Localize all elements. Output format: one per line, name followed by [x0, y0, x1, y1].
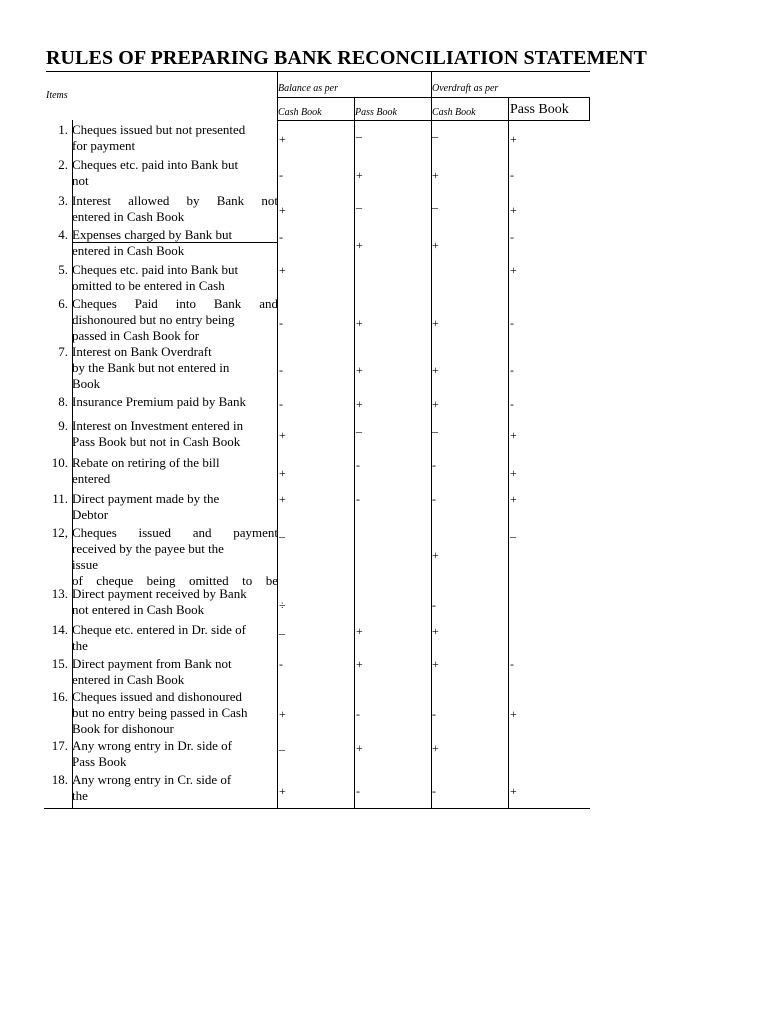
row-description: [72, 586, 278, 618]
description-line: Cheque etc. entered in Dr. side of: [72, 622, 246, 637]
od-cash-book-header: Cash Book: [432, 107, 476, 118]
description-line: received by the payee but the: [72, 541, 224, 556]
row-description: [72, 193, 278, 225]
col-pass-book-border: [354, 97, 355, 808]
row-sign-ocb: _: [432, 125, 438, 139]
row-number: 15.: [51, 656, 68, 671]
row-description: [72, 772, 278, 804]
row-sign-pb: -: [356, 707, 360, 721]
description-line: Cheques issued and payment: [72, 525, 278, 540]
row-number: 2.: [58, 157, 68, 172]
row-sign-ocb: _: [432, 420, 438, 434]
description-line: of cheque being omitted to be: [72, 573, 278, 588]
description-line: Direct payment from Bank not: [72, 656, 232, 671]
description-line: Book: [72, 376, 101, 391]
row-number: 14.: [51, 622, 68, 637]
description-line: Any wrong entry in Cr. side of: [72, 772, 232, 787]
row-sign-opb: +: [510, 707, 517, 721]
row-number: 6.: [58, 296, 68, 311]
row-sign-ocb: +: [432, 548, 439, 562]
description-line: passed in Cash Book for: [72, 328, 200, 343]
description-line: Pass Book but not in Cash Book: [72, 434, 241, 449]
description-line: Rebate on retiring of the bill: [72, 455, 220, 470]
row-sign-pb: -: [356, 492, 360, 506]
subheader-line: [278, 97, 590, 98]
row-sign-ocb: +: [432, 363, 439, 377]
description-line: Interest allowed by Bank not: [72, 193, 278, 208]
description-line: Cheques issued but not presented: [72, 122, 246, 137]
items-header: Items: [46, 90, 68, 101]
row-description: [72, 394, 278, 410]
row-sign-cb: -: [279, 230, 283, 244]
row-sign-opb: +: [510, 466, 517, 480]
row-sign-opb: -: [510, 316, 514, 330]
row-sign-pb: +: [356, 397, 363, 411]
row-sign-cb: +: [279, 707, 286, 721]
row-description: [72, 227, 278, 259]
row-sign-ocb: +: [432, 238, 439, 252]
description-line: the: [72, 788, 88, 803]
row-sign-ocb: _: [432, 196, 438, 210]
row-sign-cb: +: [279, 466, 286, 480]
row-sign-cb: +: [279, 263, 286, 277]
row-number: 7.: [58, 344, 68, 359]
description-line: entered in Cash Book: [72, 243, 185, 258]
description-line: Cheques Paid into Bank and: [72, 296, 278, 311]
row-sign-ocb: -: [432, 784, 436, 798]
table-bottom-line: [44, 808, 590, 809]
row-sign-cb: _: [279, 525, 285, 539]
col-od-pass-book-border: [508, 97, 509, 808]
row-sign-cb: +: [279, 428, 286, 442]
row-sign-pb: +: [356, 657, 363, 671]
description-line: Interest on Bank Overdraft: [72, 344, 212, 359]
description-line: not: [72, 173, 89, 188]
row-sign-opb: +: [510, 132, 517, 146]
overdraft-as-per-header: Overdraft as per: [432, 83, 499, 94]
row-sign-cb: +: [279, 492, 286, 506]
row-sign-pb: +: [356, 741, 363, 755]
row-number: 16.: [51, 689, 68, 704]
row-description: [72, 262, 278, 294]
row-description: [72, 689, 278, 737]
description-line: Cheques issued and dishonoured: [72, 689, 243, 704]
balance-as-per-header: Balance as per: [278, 83, 338, 94]
row-sign-cb: +: [279, 132, 286, 146]
row-sign-ocb: -: [432, 458, 436, 472]
row-number: 1.: [58, 122, 68, 137]
row-number: 4.: [58, 227, 68, 242]
row-number: 12,: [51, 525, 68, 540]
row-sign-ocb: -: [432, 492, 436, 506]
row-sign-pb: +: [356, 316, 363, 330]
description-line: entered in Cash Book: [72, 209, 185, 224]
row-description: [72, 455, 278, 487]
row-sign-pb: _: [356, 196, 362, 210]
description-line: Cheques etc. paid into Bank but: [72, 157, 239, 172]
row-sign-pb: +: [356, 238, 363, 252]
row-sign-opb: +: [510, 263, 517, 277]
description-line: not entered in Cash Book: [72, 602, 205, 617]
row-sign-opb: -: [510, 657, 514, 671]
row-sign-opb: -: [510, 168, 514, 182]
header-bottom-line: [278, 120, 590, 121]
row-sign-cb: _: [279, 622, 285, 636]
description-line: Debtor: [72, 507, 109, 522]
row-sign-pb: +: [356, 168, 363, 182]
row-sign-cb: ÷: [279, 598, 286, 612]
description-line: dishonoured but no entry being: [72, 312, 235, 327]
row-number: 9.: [58, 418, 68, 433]
row-number: 3.: [58, 193, 68, 208]
row-sign-cb: -: [279, 363, 283, 377]
row-sign-opb: -: [510, 397, 514, 411]
description-line: Expenses charged by Bank but: [72, 227, 233, 242]
row-sign-pb: -: [356, 784, 360, 798]
description-line: Book for dishonour: [72, 721, 174, 736]
row-sign-opb: -: [510, 230, 514, 244]
row-sign-ocb: +: [432, 741, 439, 755]
row-number: 8.: [58, 394, 68, 409]
row-sign-ocb: -: [432, 707, 436, 721]
row-sign-pb: +: [356, 624, 363, 638]
description-line: Interest on Investment entered in: [72, 418, 244, 433]
row-sign-cb: -: [279, 657, 283, 671]
description-line: entered in Cash Book: [72, 672, 185, 687]
row-sign-opb: +: [510, 428, 517, 442]
od-pass-book-header: Pass Book: [510, 102, 569, 117]
row-description: [72, 157, 278, 189]
row-sign-ocb: +: [432, 657, 439, 671]
row-sign-opb: +: [510, 784, 517, 798]
pass-book-header: Pass Book: [355, 107, 397, 118]
description-line: Cheques etc. paid into Bank but: [72, 262, 239, 277]
description-line: Any wrong entry in Dr. side of: [72, 738, 232, 753]
row-sign-opb: _: [510, 525, 516, 539]
description-line: but no entry being passed in Cash: [72, 705, 248, 720]
row-number: 13.: [51, 586, 68, 601]
description-line: Pass Book: [72, 754, 127, 769]
description-line: Direct payment received by Bank: [72, 586, 247, 601]
row-number: 11.: [52, 491, 68, 506]
page-title: RULES OF PREPARING BANK RECONCILIATION STATEMENT: [46, 47, 647, 69]
row-description: [72, 738, 278, 770]
row-sign-cb: +: [279, 784, 286, 798]
row-number: 5.: [58, 262, 68, 277]
row-sign-opb: +: [510, 492, 517, 506]
description-line: entered: [72, 471, 111, 486]
row-sign-cb: -: [279, 168, 283, 182]
row-description: [72, 418, 278, 450]
row-description: [72, 491, 278, 523]
description-line: Direct payment made by the: [72, 491, 220, 506]
row-number: 10.: [51, 455, 68, 470]
row-sign-cb: _: [279, 738, 285, 752]
row-sign-pb: -: [356, 458, 360, 472]
row-sign-ocb: +: [432, 624, 439, 638]
row-description: [72, 622, 278, 654]
row-description: [72, 656, 278, 688]
row-sign-opb: -: [510, 363, 514, 377]
row-sign-ocb: +: [432, 397, 439, 411]
row-number: 17.: [51, 738, 68, 753]
description-line: the: [72, 638, 88, 653]
description-line: by the Bank but not entered in: [72, 360, 230, 375]
row-sign-ocb: +: [432, 168, 439, 182]
row-sign-opb: +: [510, 203, 517, 217]
row-sign-cb: -: [279, 316, 283, 330]
row-sign-pb: _: [356, 125, 362, 139]
cash-book-header: Cash Book: [278, 107, 322, 118]
row-description: [72, 525, 278, 589]
row-description: [72, 296, 278, 344]
row-sign-ocb: -: [432, 598, 436, 612]
description-line: issue: [72, 557, 98, 572]
row-sign-pb: +: [356, 363, 363, 377]
row-sign-ocb: +: [432, 316, 439, 330]
description-line: omitted to be entered in Cash: [72, 278, 225, 293]
table-right-border: [589, 97, 590, 121]
row-number: 18.: [51, 772, 68, 787]
row-sign-cb: +: [279, 203, 286, 217]
row-sign-pb: _: [356, 420, 362, 434]
row-sign-cb: -: [279, 397, 283, 411]
description-line: for payment: [72, 138, 136, 153]
title-underline: [46, 71, 590, 72]
description-line: Insurance Premium paid by Bank: [72, 394, 247, 409]
row-description: [72, 122, 278, 154]
row-description: [72, 344, 278, 392]
